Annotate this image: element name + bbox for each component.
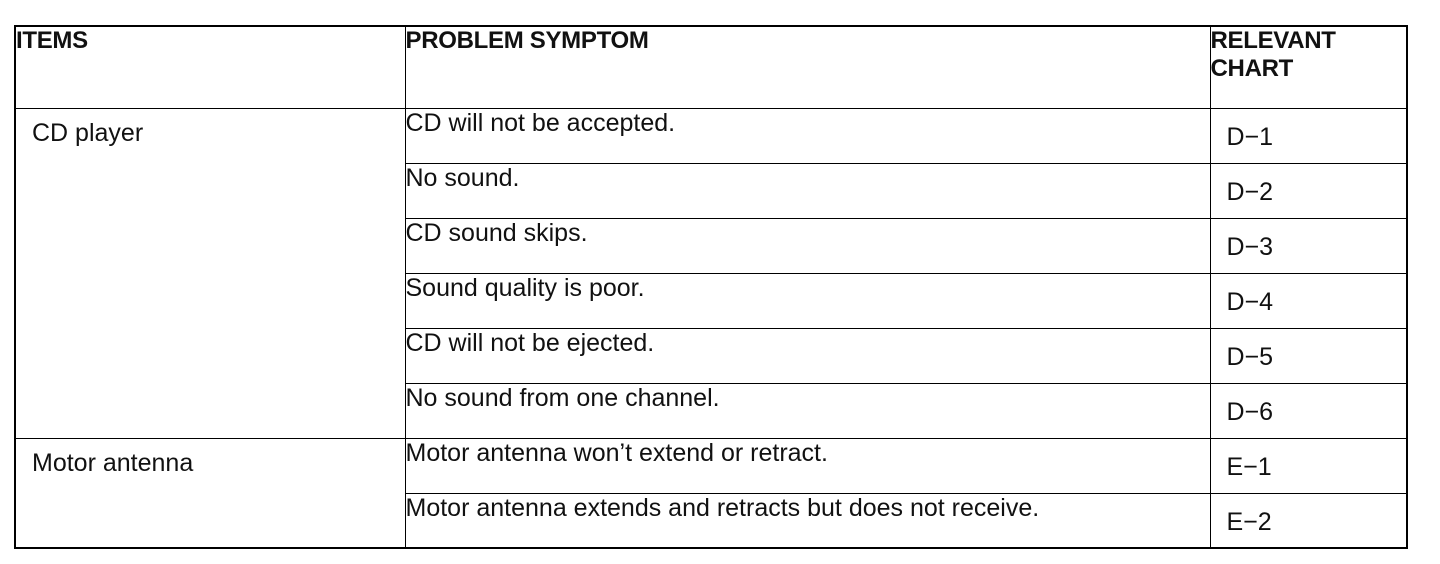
header-relevant-chart-line2: CHART — [1210, 55, 1293, 82]
symptom-cell: Motor antenna extends and retracts but does not receive. — [405, 493, 1210, 548]
symptom-cell: No sound from one channel. — [405, 383, 1210, 438]
chart-cell: D−3 — [1210, 218, 1407, 273]
table-row — [15, 108, 1407, 163]
header-row — [15, 26, 1407, 108]
table-row — [15, 438, 1407, 493]
chart-cell: D−4 — [1210, 273, 1407, 328]
troubleshooting-table — [14, 25, 1408, 549]
chart-cell: D−1 — [1210, 108, 1407, 163]
header-relevant-chart-line1: RELEVANT — [1210, 27, 1336, 54]
symptom-cell: No sound. — [405, 163, 1210, 218]
chart-cell: E−2 — [1210, 493, 1407, 548]
chart-cell: D−5 — [1210, 328, 1407, 383]
symptom-cell: Sound quality is poor. — [405, 273, 1210, 328]
symptom-cell: CD sound skips. — [405, 218, 1210, 273]
chart-cell: E−1 — [1210, 438, 1407, 493]
symptom-cell: CD will not be accepted. — [405, 108, 1210, 163]
header-relevant-chart — [1210, 26, 1407, 108]
item-motor-antenna: Motor antenna — [15, 438, 405, 548]
chart-cell: D−2 — [1210, 163, 1407, 218]
header-problem-symptom: PROBLEM SYMPTOM — [405, 26, 1210, 108]
symptom-cell: CD will not be ejected. — [405, 328, 1210, 383]
header-items: ITEMS — [15, 26, 405, 108]
symptom-cell: Motor antenna won’t extend or retract. — [405, 438, 1210, 493]
item-cd-player: CD player — [15, 108, 405, 438]
chart-cell: D−6 — [1210, 383, 1407, 438]
